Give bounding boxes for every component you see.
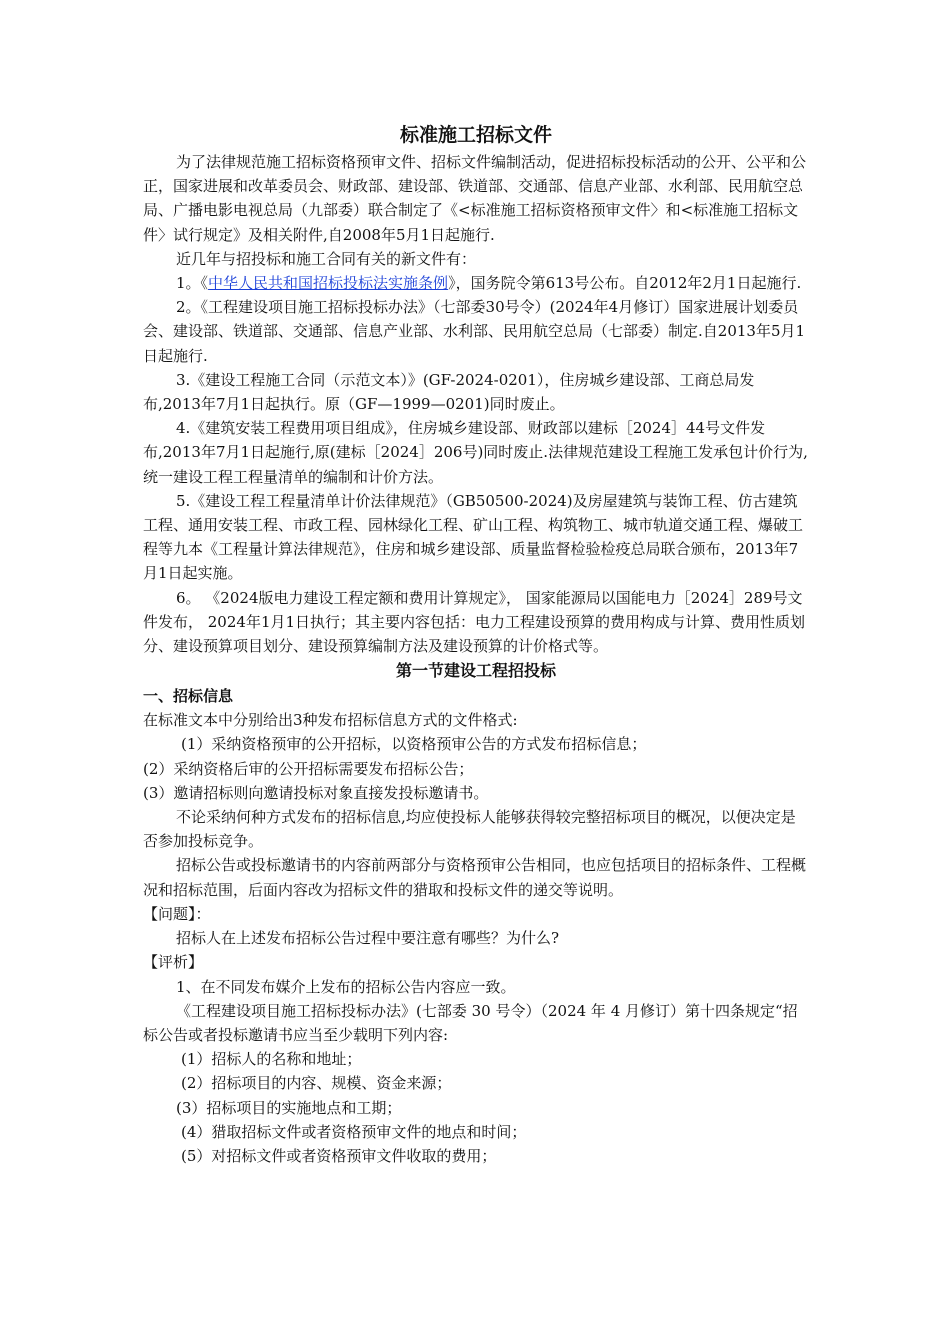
analysis-point-1: 1、在不同发布媒介上发布的招标公告内容应一致。 [176,977,516,996]
requirement-item-1: (1）招标人的名称和地址； [181,1050,362,1069]
paragraph-announcement-content: 招标公告或投标邀请书的内容前两部分与资格预审公告相同，也应包括项目的招标条件、工程概况和招标范围，后面内容改为招标文件的猎取和投标文件的递交等说明。 [143,856,807,899]
requirement-item-3: (3）招标项目的实施地点和工期； [176,1098,402,1117]
question-text: 招标人在上述发布招标公告过程中要注意有哪些？为什么? [176,929,560,948]
new-documents-lead: 近几年与招投标和施工合同有关的新文件有： [176,249,477,268]
format-item-2: (2）采纳资格后审的公开招标需要发布招标公告； [143,759,474,778]
intro-paragraph: 为了法律规范施工招标资格预审文件、招标文件编制活动，促进招标投标活动的公开、公平和公正，国家进展和改革委员会、财政部、建设部、铁道部、交通部、信息产业部、水利部、民用航空总局、广播电影电视总局（九部委）联合制定了《<标准施工招标资格预审文件〉和<标准施工招标文件〉试行规定》及相关附件,自2008年5月1日起施行. [143,153,807,244]
list-item-4: 4.《建筑安装工程费用项目组成》，住房城乡建设部、财政部以建标［2024］44号文件发布,2013年7月1日起施行,原(建标［2024］206号)同时废止.法律规范建设工程施工发承包计价行为,统一建设工程工程量清单的编制和计价方法。 [143,419,808,486]
question-label: 【问题】： [143,904,211,923]
section-heading: 第一节建设工程招投标 [395,661,556,681]
list-item-3: 3.《建设工程施工合同（示范文本）》(GF-2024-0201），住房城乡建设部、工商总局发布,2013年7月1日起执行。原（GF—1999—0201)同时废止。 [143,370,755,414]
paragraph-publish-methods: 不论采纳何种方式发布的招标信息,均应使投标人能够获得较完整招标项目的概况，以便决定是否参加投标竞争。 [143,808,796,851]
requirement-item-2: (2）招标项目的内容、规模、资金来源； [181,1074,452,1093]
formats-intro: 在标准文本中分别给出3种发布招标信息方式的文件格式: [143,711,518,730]
list-item-5: 5.《建设工程工程量清单计价法律规范》（GB50500-2024)及房屋建筑与装饰工程、仿古建筑工程、通用安装工程、市政工程、园林绿化工程、矿山工程、构筑物工、城市轨道交通工程、爆破工程等九本《工程量计算法律规范》，住房和城乡建设部、质量监督检验检疫总局联合颁布，2013年7月1日起实施。 [143,491,804,583]
analysis-label: 【评析】 [143,953,204,972]
list-item-6: 6。 《2024版电力建设工程定额和费用计算规定》， 国家能源局以国能电力［2024］289号文件发布， 2024年1月1日执行；其主要内容包括：电力工程建设预算的费用构成与计算、费用性质划分、建设预算项目划分、建设预算编制方法及建设预算的计价格式等。 [143,588,806,656]
subsection-heading: 一、招标信息 [143,687,234,706]
list-item-1-suffix: 》，国务院令第613号公布。自2012年2月1日起施行. [448,274,802,293]
list-item-1-prefix: 1。《 [176,274,209,293]
regulation-link[interactable]: 中华人民共和国招标投标法实施条例 [208,274,449,293]
requirement-item-4: (4）猎取招标文件或者资格预审文件的地点和时间； [181,1122,527,1141]
format-item-1: (1）采纳资格预审的公开招标，以资格预审公告的方式发布招标信息； [181,735,647,754]
document-title: 标准施工招标文件 [399,124,552,146]
analysis-regulation-quote: 《工程建设项目施工招标投标办法》(七部委 30 号令）（2024 年 4 月修订）第十四条规定“招标公告或者投标邀请书应当至少载明下列内容: [143,1001,798,1044]
list-item-2: 2。《工程建设项目施工招标投标办法》（七部委30号令）(2024年4月修订）国家进展计划委员会、建设部、铁道部、交通部、信息产业部、水利部、民用航空总局（七部委）制定.自2013年5月1日起施行. [143,298,806,365]
format-item-3: (3）邀请招标则向邀请投标对象直接发投标邀请书。 [143,783,489,802]
document-body [143,120,809,1168]
requirement-item-5: (5）对招标文件或者资格预审文件收取的费用； [181,1146,497,1165]
list-item-1 [143,271,809,295]
